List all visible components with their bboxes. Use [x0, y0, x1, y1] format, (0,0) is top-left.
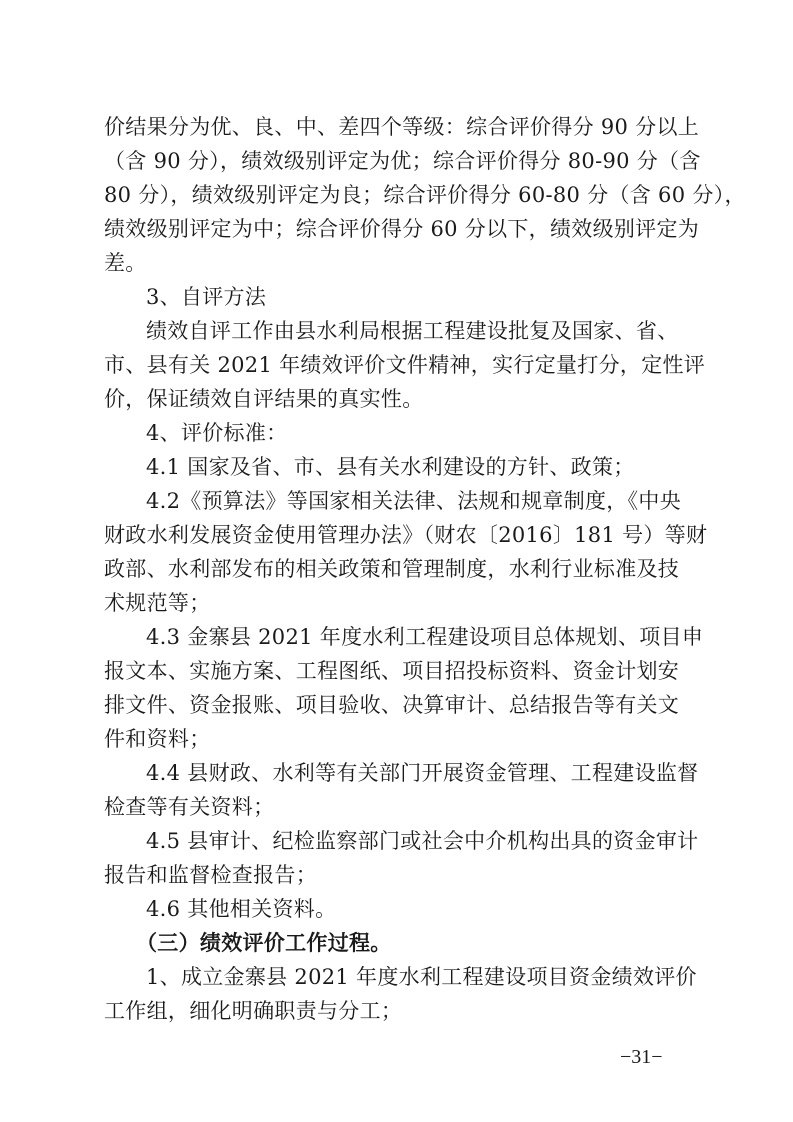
paragraph-line: 报文本、实施方案、工程图纸、项目招投标资料、资金计划安 [104, 659, 680, 683]
paragraph-line: 价，保证绩效自评结果的真实性。 [104, 387, 424, 411]
section-heading: 4、评价标准： [146, 421, 288, 445]
list-item: 4.6 其他相关资料。 [146, 897, 337, 921]
paragraph-line: 差。 [104, 251, 147, 275]
paragraph-line: 财政水利发展资金使用管理办法》（财农〔2016〕181 号）等财 [104, 523, 708, 547]
paragraph-line: 价结果分为优、良、中、差四个等级：综合评价得分 90 分以上 [104, 115, 700, 139]
paragraph-line: 报告和监督检查报告； [104, 863, 317, 887]
list-item: 4.4 县财政、水利等有关部门开展资金管理、工程建设监督 [146, 761, 699, 785]
paragraph-line: 绩效级别评定为中；综合评价得分 60 分以下，绩效级别评定为 [104, 217, 700, 241]
paragraph-line: 市、县有关 2021 年绩效评价文件精神，实行定量打分，定性评 [104, 353, 706, 377]
list-item: 1、成立金寨县 2021 年度水利工程建设项目资金绩效评价 [146, 965, 697, 989]
paragraph-line: 政部、水利部发布的相关政策和管理制度，水利行业标准及技 [104, 557, 680, 581]
paragraph-line: 工作组，细化明确职责与分工； [104, 999, 403, 1023]
list-item: 4.3 金寨县 2021 年度水利工程建设项目总体规划、项目申 [146, 625, 704, 649]
paragraph-line: 件和资料； [104, 727, 211, 751]
list-item: 4.1 国家及省、市、县有关水利建设的方针、政策； [146, 455, 635, 479]
section-heading: （三）绩效评价工作过程。 [136, 930, 392, 955]
page-number: −31− [620, 1046, 663, 1068]
paragraph-line: 术规范等； [104, 591, 211, 615]
list-item: 4.2《预算法》等国家相关法律、法规和规章制度，《中央 [146, 489, 681, 513]
paragraph-line: 绩效自评工作由县水利局根据工程建设批复及国家、省、 [146, 319, 679, 343]
paragraph-line: 80 分），绩效级别评定为良；综合评价得分 60-80 分（含 60 分）， [104, 183, 746, 207]
list-item: 4.5 县审计、纪检监察部门或社会中介机构出具的资金审计 [146, 829, 699, 853]
section-heading: 3、自评方法 [146, 285, 267, 309]
paragraph-line: （含 90 分），绩效级别评定为优；综合评价得分 80-90 分（含 [104, 149, 701, 173]
paragraph-line: 排文件、资金报账、项目验收、决算审计、总结报告等有关文 [104, 693, 680, 717]
paragraph-line: 检查等有关资料； [104, 795, 275, 819]
